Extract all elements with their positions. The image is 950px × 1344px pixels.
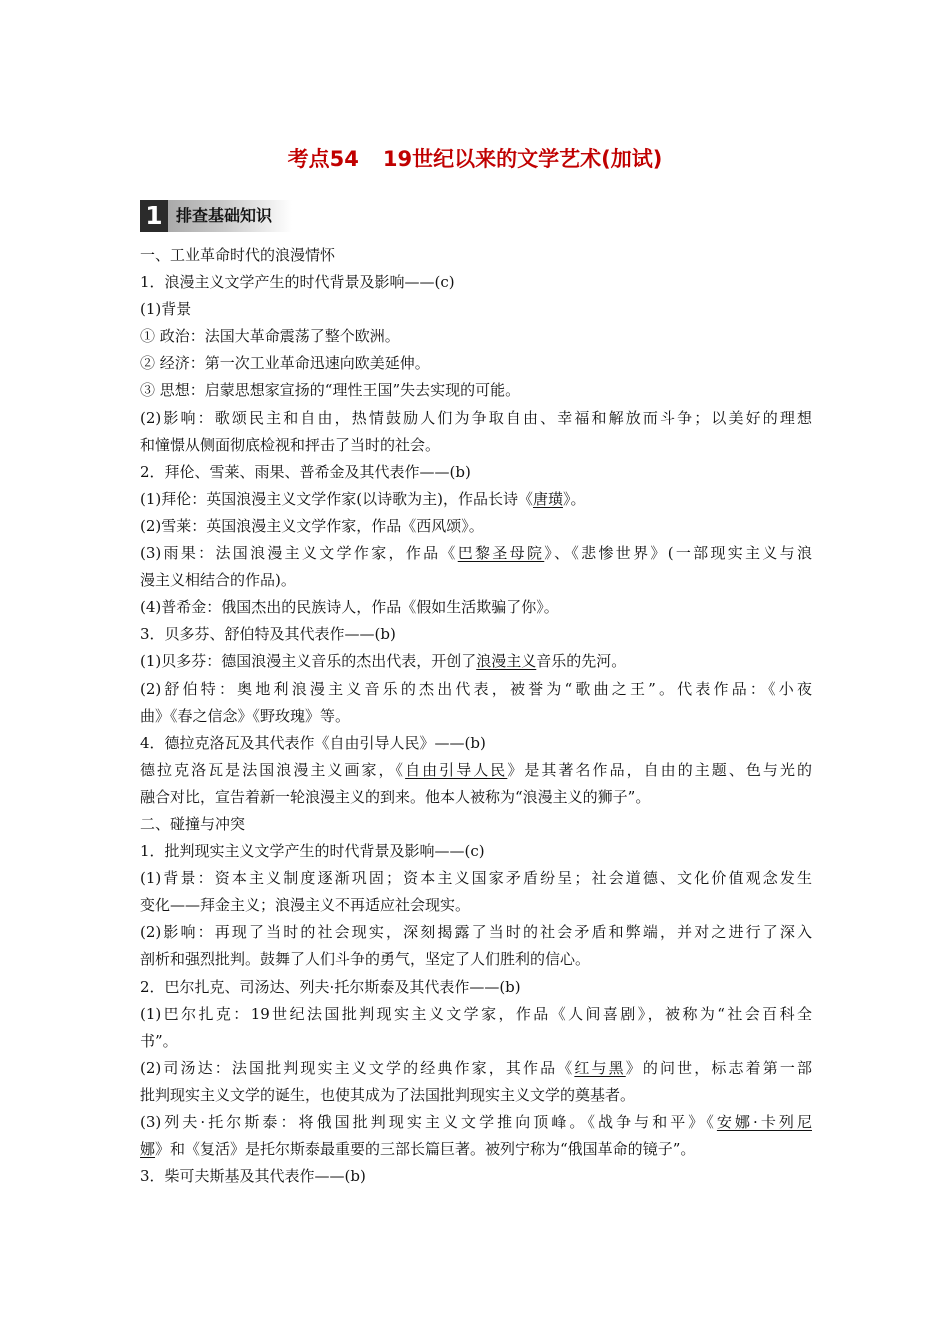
text-segment: 》。 bbox=[562, 489, 586, 508]
text-segment: (4)普希金：俄国杰出的民族诗人，作品《假如生活欺骗了你》。 bbox=[140, 598, 559, 617]
text-segment: (1)背景 bbox=[140, 300, 192, 319]
text-segment: (2)司汤达：法国批判现实主义文学的经典作家，其作品《 bbox=[140, 1058, 575, 1077]
text-line bbox=[140, 648, 812, 675]
text-line bbox=[140, 1109, 812, 1136]
section-header bbox=[140, 200, 292, 232]
text-line bbox=[140, 459, 812, 486]
text-line bbox=[140, 1136, 812, 1163]
underlined-text: 红与黑 bbox=[574, 1058, 626, 1077]
text-line bbox=[140, 946, 812, 973]
text-segment: 音乐的先河。 bbox=[536, 652, 627, 671]
text-segment: (3)列夫·托尔斯泰：将俄国批判现实主义文学推向顶峰。《战争与和平》《 bbox=[140, 1113, 717, 1131]
text-segment: (2)影响：歌颂民主和自由，热情鼓励人们为争取自由、幸福和解放而斗争；以美好的理想 bbox=[140, 408, 812, 427]
text-line bbox=[140, 784, 812, 811]
text-line bbox=[140, 974, 812, 1001]
text-line bbox=[140, 865, 812, 892]
text-line bbox=[140, 296, 812, 323]
text-segment: 》和《复活》是托尔斯泰最重要的三部长篇巨著。被列宁称为“俄国革命的镜子”。 bbox=[155, 1140, 696, 1159]
text-line bbox=[140, 486, 812, 513]
text-line bbox=[140, 757, 812, 784]
text-segment: ③ 思想：启蒙思想家宣扬的“理性王国”失去实现的可能。 bbox=[140, 381, 521, 400]
text-segment: 2．巴尔扎克、司汤达、列夫·托尔斯泰及其代表作——(b) bbox=[140, 977, 521, 996]
text-segment: (3)雨果：法国浪漫主义文学作家，作品《 bbox=[140, 544, 458, 563]
title-text: 19世纪以来的文学艺术(加试) bbox=[382, 147, 663, 171]
text-line bbox=[140, 703, 812, 730]
text-line bbox=[140, 1028, 812, 1055]
underlined-text: 安娜·卡列尼 bbox=[716, 1113, 812, 1131]
text-segment: 书”。 bbox=[140, 1031, 178, 1050]
text-segment: 批判现实主义文学的诞生，也使其成为了法国批判现实主义文学的奠基者。 bbox=[140, 1085, 636, 1104]
text-line bbox=[140, 269, 812, 296]
text-segment: 和憧憬从侧面彻底检视和抨击了当时的社会。 bbox=[140, 435, 441, 454]
text-segment: 一、工业革命时代的浪漫情怀 bbox=[140, 246, 336, 264]
text-segment: 1．浪漫主义文学产生的时代背景及影响——(c) bbox=[140, 273, 455, 292]
content-body bbox=[140, 242, 812, 1190]
text-segment: 》的问世，标志着第一部 bbox=[625, 1058, 812, 1077]
text-line bbox=[140, 513, 812, 540]
text-line bbox=[140, 811, 812, 838]
section-number: 1 bbox=[140, 200, 168, 232]
text-segment: 》是其著名作品，自由的主题、色与光的 bbox=[507, 760, 812, 779]
text-segment: 二、碰撞与冲突 bbox=[140, 814, 246, 833]
text-line bbox=[140, 621, 812, 648]
text-line bbox=[140, 1055, 812, 1082]
text-segment: 曲》《春之信念》《野玫瑰》等。 bbox=[140, 706, 351, 725]
text-line bbox=[140, 1001, 812, 1028]
text-segment: 4．德拉克洛瓦及其代表作《自由引导人民》——(b) bbox=[140, 733, 486, 752]
underlined-text: 浪漫主义 bbox=[476, 652, 537, 671]
underlined-text: 巴黎圣母院 bbox=[457, 544, 545, 563]
text-line bbox=[140, 432, 812, 459]
text-segment: 漫主义相结合的作品)。 bbox=[140, 571, 296, 590]
text-line bbox=[140, 892, 812, 919]
title-code: 考点54 bbox=[287, 147, 359, 171]
text-line bbox=[140, 838, 812, 865]
text-segment: 变化——拜金主义；浪漫主义不再适应社会现实。 bbox=[140, 896, 471, 915]
text-segment: 1．批判现实主义文学产生的时代背景及影响——(c) bbox=[140, 842, 485, 861]
text-segment: (2)影响：再现了当时的社会现实，深刻揭露了当时的社会矛盾和弊端，并对之进行了深入 bbox=[140, 923, 812, 942]
text-line bbox=[140, 377, 812, 404]
text-segment: (1)拜伦：英国浪漫主义文学作家(以诗歌为主)，作品长诗《 bbox=[140, 489, 533, 508]
text-segment: ① 政治：法国大革命震荡了整个欧洲。 bbox=[140, 327, 400, 346]
text-line bbox=[140, 567, 812, 594]
text-line bbox=[140, 323, 812, 350]
text-line bbox=[140, 540, 812, 567]
text-segment: ② 经济：第一次工业革命迅速向欧美延伸。 bbox=[140, 354, 430, 373]
text-segment: (2)雪莱：英国浪漫主义文学作家，作品《西风颂》。 bbox=[140, 516, 484, 535]
text-line bbox=[140, 405, 812, 432]
text-segment: (1)贝多芬：德国浪漫主义音乐的杰出代表，开创了 bbox=[140, 652, 477, 671]
text-segment: 融合对比，宣告着新一轮浪漫主义的到来。他本人被称为“浪漫主义的狮子”。 bbox=[140, 787, 651, 806]
page-title bbox=[0, 144, 950, 174]
underlined-text: 自由引导人民 bbox=[405, 760, 508, 779]
section-label: 排查基础知识 bbox=[176, 206, 273, 225]
text-segment: 3．柴可夫斯基及其代表作——(b) bbox=[140, 1167, 366, 1186]
text-segment: 剖析和强烈批判。鼓舞了人们斗争的勇气，坚定了人们胜利的信心。 bbox=[140, 950, 591, 969]
text-line bbox=[140, 1163, 812, 1190]
text-segment: 德拉克洛瓦是法国浪漫主义画家，《 bbox=[140, 760, 406, 779]
text-line bbox=[140, 242, 812, 269]
text-segment: (1)背景：资本主义制度逐渐巩固；资本主义国家矛盾纷呈；社会道德、文化价值观念发生 bbox=[140, 869, 812, 888]
text-segment: 》、《悲惨世界》(一部现实主义与浪 bbox=[544, 544, 812, 563]
text-segment: (2)舒伯特：奥地利浪漫主义音乐的杰出代表，被誉为“歌曲之王”。代表作品：《小夜 bbox=[140, 679, 812, 698]
text-segment: (1)巴尔扎克：19世纪法国批判现实主义文学家，作品《人间喜剧》，被称为“社会百科全 bbox=[140, 1004, 812, 1023]
text-line bbox=[140, 1082, 812, 1109]
text-line bbox=[140, 919, 812, 946]
underlined-text: 唐璜 bbox=[532, 489, 563, 508]
text-line bbox=[140, 730, 812, 757]
text-line bbox=[140, 594, 812, 621]
text-segment: 2．拜伦、雪莱、雨果、普希金及其代表作——(b) bbox=[140, 462, 471, 481]
underlined-text: 娜 bbox=[140, 1140, 156, 1159]
text-line bbox=[140, 350, 812, 377]
text-line bbox=[140, 676, 812, 703]
text-segment: 3．贝多芬、舒伯特及其代表作——(b) bbox=[140, 625, 396, 644]
